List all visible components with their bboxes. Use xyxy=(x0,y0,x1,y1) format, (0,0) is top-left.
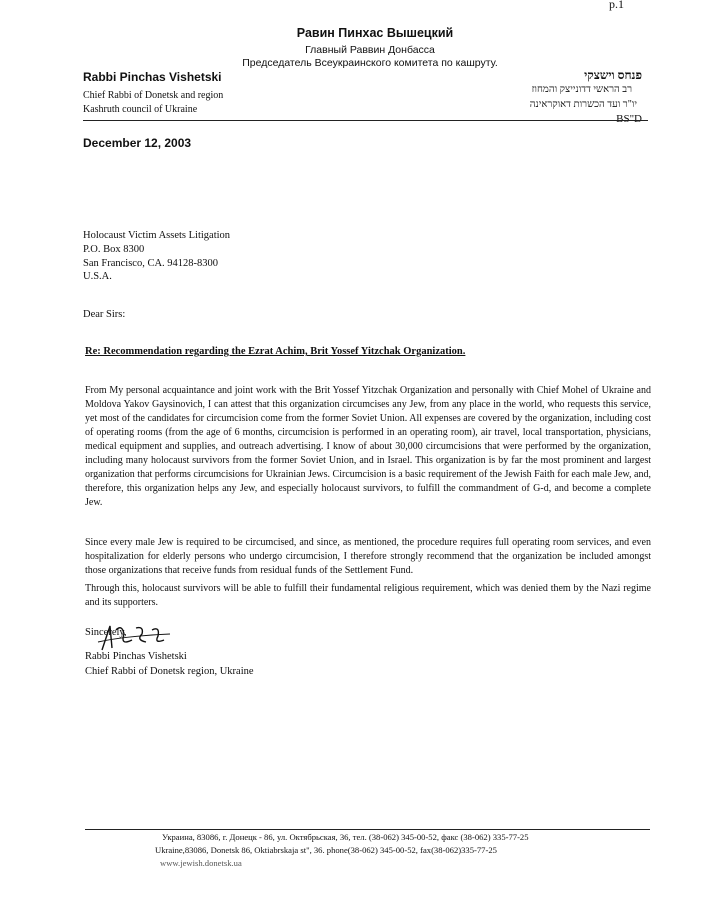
body-paragraph-2: Since every male Jew is required to be circumcised, and since, as mentioned, the procedure requires full operating room services, and even hospitalization for elderly persons who undergo circumcision, I therefore strongly recommend that the organization be included amongst those organizations that receive funds from residual funds of the Settlement Fund. xyxy=(85,537,651,576)
recipient-line: P.O. Box 8300 xyxy=(83,243,145,255)
subject-line: Re: Recommendation regarding the Ezrat Achim, Brit Yossef Yitzchak Organization. xyxy=(85,346,466,357)
bsd-mark: BS"D xyxy=(616,113,642,125)
recipient-line: San Francisco, CA. 94128-8300 xyxy=(83,257,219,269)
letterhead-en-title-2: Kashruth council of Ukraine xyxy=(83,104,198,115)
recipient-line: Holocaust Victim Assets Litigation xyxy=(83,230,231,241)
letterhead-en-title-1: Chief Rabbi of Donetsk and region xyxy=(83,90,224,101)
letterhead-ru-name: Равин Пинхас Вышецкий xyxy=(296,26,454,40)
body-paragraph-1: From My personal acquaintance and joint work with the Brit Yossef Yitzchak Organization and personally with Chief Mohel of Ukraine and Moldova Yakov Gaysinovich, I can attest that this organization circumcises any Jew, from any place in the world, who requests this service, yet most of the candidates for circumcision come from the former Soviet Union. All expenses are covered by the organization, including cost of operating rooms (from the age of 6 months, circumcision is performed in an operating room), air travel, local transportation, physicians, medical equipment and supplies, and outreach advertising. I know of about 30,000 circumcisions that were performed by the organization, including many holocaust survivors from the former Soviet Union, and in Israel. This organization is by far the most prominent and largest organization that performs circumcisions for Ukrainian Jews. Circumcision is a basic requirement of the Jewish Faith for each male Jew, and, therefore, this organization helps any Jew, and especially holocaust survivors, to fulfill the commandment of G-d, and become a complete Jew. xyxy=(85,385,651,508)
recipient-address xyxy=(83,229,230,284)
letterhead-ru-position: Председатель Всеукраинского комитета по кашруту. xyxy=(242,57,498,69)
salutation: Dear Sirs: xyxy=(83,309,126,320)
letterhead-he-line-1: רב הראשי דדונייצק והמחוז xyxy=(531,84,632,95)
page-number: p.1 xyxy=(609,0,624,11)
signatory-title: Chief Rabbi of Donetsk region, Ukraine xyxy=(85,666,254,677)
footer-address-ru: Украина, 83086, г. Донецк - 86, ул. Октябрьская, 36, тел. (38-062) 345-00-52, факс (38-062) 335-77-25 xyxy=(162,832,529,842)
closing: Sincerely, xyxy=(85,627,127,638)
letterhead-en-name: Rabbi Pinchas Vishetski xyxy=(83,70,222,84)
letterhead-ru-title: Главный Раввин Донбасса xyxy=(305,44,435,56)
footer-address-en: Ukraine,83086, Donetsk 86, Oktiabrskaja st", 36. phone(38-062) 345-00-52, fax(38-062)335-77-25 xyxy=(155,845,497,855)
recipient-line: U.S.A. xyxy=(83,271,112,283)
footer-website: www.jewish.donetsk.ua xyxy=(160,858,242,868)
letter-date: December 12, 2003 xyxy=(83,136,192,150)
letterhead-he-line-2: יו"ר ועד הכשרות דאוקראינה xyxy=(529,99,637,110)
footer-divider xyxy=(85,829,650,830)
letterhead-he-name: פנחס וישצקי xyxy=(584,68,642,82)
body-paragraph-3: Through this, holocaust survivors will be able to fulfill their fundamental religious requirement, which was denied them by the Nazi regime and its supporters. xyxy=(85,583,651,608)
signatory-name: Rabbi Pinchas Vishetski xyxy=(85,651,187,662)
letterhead-divider xyxy=(83,120,648,121)
